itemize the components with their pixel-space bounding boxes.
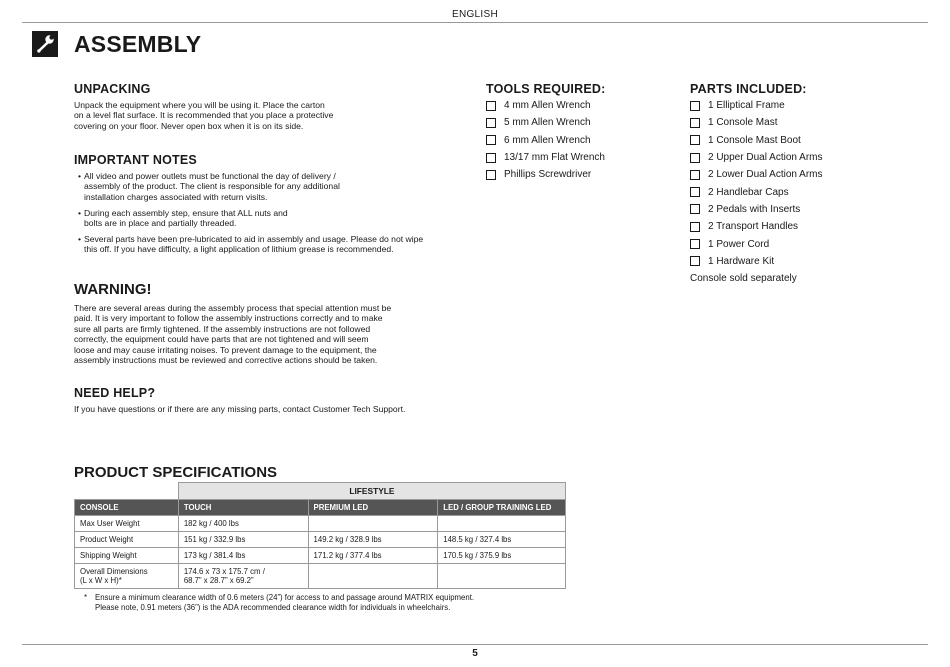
table-cell: 149.2 kg / 328.9 lbs	[308, 532, 438, 548]
page-number: 5	[472, 648, 478, 659]
list-item	[78, 234, 458, 255]
checkbox[interactable]	[690, 170, 700, 180]
cell-line: 68.7” x 28.7” x 69.2”	[183, 576, 254, 585]
table-row	[75, 516, 566, 532]
parts-footer: Console sold separately	[690, 273, 797, 285]
warning-line: loose and may cause irritating noises. To prevent damage to the equipment, the	[74, 344, 377, 355]
tools-list	[486, 97, 605, 183]
footnote-line: Ensure a minimum clearance width of 0.6 meters (24”) for access to and passage around MATRIX equipment.	[95, 593, 475, 602]
checkbox[interactable]	[486, 170, 496, 180]
table-cell: 173 kg / 381.4 lbs	[178, 548, 308, 564]
footnote	[95, 593, 555, 613]
footnote-line: Please note, 0.91 meters (36”) is the ADA recommended clearance width for individuals in wheelchairs.	[95, 603, 451, 612]
warning-line: sure all parts are firmly tightened. If the assembly instructions are not followed	[74, 323, 371, 334]
part-label: 1 Console Mast Boot	[708, 134, 801, 146]
table-cell: 151 kg / 332.9 lbs	[178, 532, 308, 548]
page-title: ASSEMBLY	[74, 31, 202, 57]
important-notes-list	[78, 171, 458, 260]
wrench-icon	[32, 31, 58, 57]
table-cell: 182 kg / 400 lbs	[178, 516, 308, 532]
part-label: 2 Transport Handles	[708, 221, 799, 233]
part-label: 2 Upper Dual Action Arms	[708, 152, 823, 164]
checkbox[interactable]	[486, 118, 496, 128]
list-item	[690, 235, 823, 252]
unpacking-line: Unpack the equipment where you will be using it. Place the carton	[74, 100, 325, 110]
part-label: 2 Pedals with Inserts	[708, 203, 801, 215]
list-item	[486, 114, 605, 131]
row-label	[75, 564, 179, 589]
footnote-marker: *	[84, 593, 88, 602]
column-header: PREMIUM LED	[308, 500, 438, 516]
specs-table	[74, 482, 566, 589]
table-cell: 148.5 kg / 327.4 lbs	[438, 532, 566, 548]
warning-text	[74, 303, 454, 365]
list-item	[78, 208, 458, 229]
list-item	[486, 166, 605, 183]
row-label: Product Weight	[75, 532, 179, 548]
list-item	[486, 132, 605, 149]
specs-heading: PRODUCT SPECIFICATIONS	[74, 464, 278, 481]
unpacking-text	[74, 100, 454, 131]
note-line: All video and power outlets must be functional the day of delivery /	[84, 171, 336, 181]
note-line: During each assembly step, ensure that ALL nuts and	[84, 207, 288, 218]
list-item	[486, 97, 605, 114]
part-label: 1 Power Cord	[708, 238, 770, 250]
unpacking-line: on a level flat surface. It is recommended that you place a protective	[74, 110, 334, 121]
table-cell	[438, 564, 566, 589]
list-item	[78, 171, 458, 202]
table-row	[75, 564, 566, 589]
table-cell: 171.2 kg / 377.4 lbs	[308, 548, 438, 564]
important-notes-heading: IMPORTANT NOTES	[74, 153, 197, 167]
column-header: LED / GROUP TRAINING LED	[438, 500, 566, 516]
column-header: TOUCH	[178, 500, 308, 516]
warning-line: assembly instructions must be reviewed and corrective actions should be taken.	[74, 355, 378, 366]
tool-label: Phillips Screwdriver	[504, 169, 592, 181]
row-label: Max User Weight	[75, 516, 179, 532]
checkbox[interactable]	[486, 153, 496, 163]
tools-heading: TOOLS REQUIRED:	[486, 82, 606, 96]
table-cell	[308, 516, 438, 532]
checkbox[interactable]	[690, 187, 700, 197]
top-divider	[22, 22, 928, 23]
table-cell: 170.5 kg / 375.9 lbs	[438, 548, 566, 564]
warning-heading: WARNING!	[74, 281, 152, 298]
part-label: 2 Lower Dual Action Arms	[708, 169, 823, 181]
table-row	[75, 548, 566, 564]
unpacking-heading: UNPACKING	[74, 82, 151, 96]
row-label-line: (L x W x H)*	[80, 576, 122, 585]
list-item	[690, 253, 823, 270]
unpacking-line: covering on your floor. Never open box when it is on its side.	[74, 120, 304, 131]
need-help-heading: NEED HELP?	[74, 386, 156, 400]
checkbox[interactable]	[690, 256, 700, 266]
part-label: 1 Hardware Kit	[708, 255, 775, 267]
tool-label: 13/17 mm Flat Wrench	[504, 152, 605, 164]
list-item	[486, 149, 605, 166]
checkbox[interactable]	[690, 239, 700, 249]
checkbox[interactable]	[690, 204, 700, 214]
row-label: Shipping Weight	[75, 548, 179, 564]
list-item	[690, 97, 823, 114]
checkbox[interactable]	[690, 222, 700, 232]
note-line: assembly of the product. The client is responsible for any additional	[84, 181, 340, 192]
checkbox[interactable]	[690, 101, 700, 111]
list-item	[690, 201, 823, 218]
warning-line: paid. It is very important to follow the assembly instructions correctly and to make	[74, 313, 383, 324]
checkbox[interactable]	[486, 135, 496, 145]
tool-label: 5 mm Allen Wrench	[504, 117, 591, 129]
checkbox[interactable]	[486, 101, 496, 111]
blank-cell	[75, 483, 179, 500]
part-label: 1 Console Mast	[708, 117, 778, 129]
list-item	[690, 183, 823, 200]
note-line: bolts are in place and partially threaded.	[84, 218, 237, 229]
checkbox[interactable]	[690, 153, 700, 163]
row-label-line: Overall Dimensions	[80, 567, 148, 576]
list-item	[690, 166, 823, 183]
note-line: Several parts have been pre-lubricated to aid in assembly and usage. Please do not wipe	[84, 234, 424, 245]
checkbox[interactable]	[690, 118, 700, 128]
table-cell	[308, 564, 438, 589]
checkbox[interactable]	[690, 135, 700, 145]
parts-heading: PARTS INCLUDED:	[690, 82, 807, 96]
warning-line: correctly, the equipment could have parts that are not tightened and will seem	[74, 334, 369, 345]
list-item	[690, 132, 823, 149]
table-cell	[178, 564, 308, 589]
parts-list	[690, 97, 823, 287]
list-item	[690, 218, 823, 235]
part-label: 2 Handlebar Caps	[708, 186, 789, 198]
warning-line: There are several areas during the assembly process that special attention must be	[74, 303, 392, 313]
table-header-row	[75, 500, 566, 516]
need-help-text: If you have questions or if there are any missing parts, contact Customer Tech Support.	[74, 404, 406, 414]
column-header: CONSOLE	[75, 500, 179, 516]
lifestyle-header: LIFESTYLE	[178, 483, 565, 500]
language-label: ENGLISH	[451, 9, 498, 20]
note-line: this off. If you have difficulty, a light application of lithium grease is recommended.	[84, 244, 394, 255]
list-item	[690, 114, 823, 131]
table-row	[75, 532, 566, 548]
list-item	[690, 149, 823, 166]
part-label: 1 Elliptical Frame	[708, 100, 785, 112]
cell-line: 174.6 x 73 x 175.7 cm /	[183, 567, 265, 576]
tool-label: 4 mm Allen Wrench	[504, 100, 591, 112]
table-cell	[438, 516, 566, 532]
bottom-divider	[22, 644, 928, 645]
tool-label: 6 mm Allen Wrench	[504, 134, 591, 146]
note-line: installation charges associated with return visits.	[84, 191, 268, 202]
